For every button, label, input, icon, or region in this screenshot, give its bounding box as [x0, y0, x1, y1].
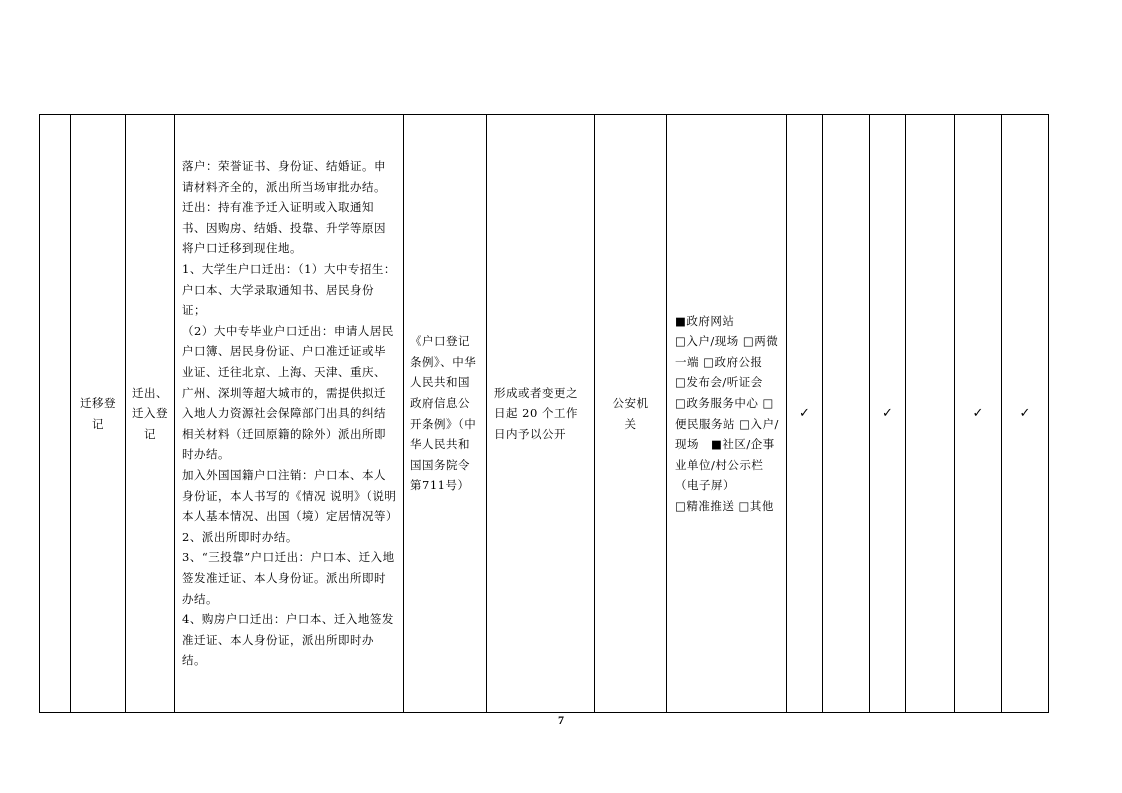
requirement-paragraph: （2）大中专毕业户口迁出：申请人居民户口簿、居民身份证、户口准迁证或毕业证、迁往北京、上海、天津、重庆、广州、深圳等超大城市的，需提供拟迁入地人力资源社会保障部门出具的纠结相关材料（迁回原籍的除外）派出所即时办结。 — [182, 323, 394, 462]
requirements-text — [182, 156, 397, 671]
check-cell-4 — [906, 114, 954, 713]
requirement-paragraph: 3、“三投靠”户口迁出：户口本、迁入地签发准迁证、本人身份证。派出所即时办结。 — [182, 550, 395, 606]
check-cell-6 — [1002, 114, 1048, 713]
check-mark-icon: ✓ — [799, 406, 810, 421]
requirement-paragraph: 2、派出所即时办结。 — [182, 529, 298, 544]
channels-text — [675, 311, 780, 517]
basis-text: 《户口登记条例》、中华人民共和国政府信息公开条例》（中华人民共和国国务院令第711号） — [410, 334, 477, 493]
check-cell-5 — [955, 114, 1001, 713]
channel-line: □精准推送 □其他 — [675, 498, 774, 513]
index-cell — [40, 114, 70, 713]
channel-line: □政务服务中心 □便民服务站 □入户/现场 ■社区/企事业单位/村公示栏（电子屏） — [675, 395, 779, 493]
channel-line: □发布会/听证会 — [675, 375, 763, 390]
check-cell-3 — [870, 114, 905, 713]
category-text: 迁移登记 — [80, 395, 116, 431]
category-cell — [71, 114, 125, 713]
requirements-cell — [175, 114, 403, 713]
disclosure-table — [39, 114, 1049, 713]
item-text: 迁出、迁入登记 — [132, 385, 168, 441]
channels-cell — [667, 114, 786, 713]
check-cell-2 — [823, 114, 869, 713]
basis-cell — [404, 114, 486, 713]
channel-line: □入户/现场 □两微一端 □政府公报 — [675, 334, 779, 369]
subject-cell — [595, 114, 666, 713]
requirement-paragraph: 加入外国国籍户口注销：户口本、本人身份证，本人书写的《情况 说明》（说明本人基本情况、出国（境）定居情况等） — [182, 467, 398, 524]
page-number: 7 — [558, 713, 564, 727]
time-limit-cell — [487, 114, 594, 713]
subject-text: 公安机关 — [612, 395, 649, 431]
check-mark-icon: ✓ — [972, 406, 984, 421]
requirement-paragraph: 迁出：持有准予迁入证明或入取通知书、因购房、结婚、投靠、升学等原因将户口迁移到现住地。 — [182, 200, 386, 256]
check-mark-icon: ✓ — [882, 406, 893, 421]
requirement-paragraph: 落户：荣誉证书、身份证、结婚证。申请材料齐全的，派出所当场审批办结。 — [182, 159, 386, 194]
channel-line: ■政府网站 — [675, 313, 735, 328]
requirement-paragraph: 4、购房户口迁出：户口本、迁入地签发准迁证、本人身份证，派出所即时办结。 — [182, 612, 394, 668]
check-cell-1 — [787, 114, 822, 713]
time-limit-text: 形成或者变更之日起 20 个工作日内予以公开 — [494, 385, 578, 441]
check-mark-icon: ✓ — [1019, 406, 1031, 421]
item-cell — [126, 114, 174, 713]
requirement-paragraph: 1、大学生户口迁出：（1）大中专招生：户口本、大学录取通知书、居民身份证； — [182, 262, 396, 318]
